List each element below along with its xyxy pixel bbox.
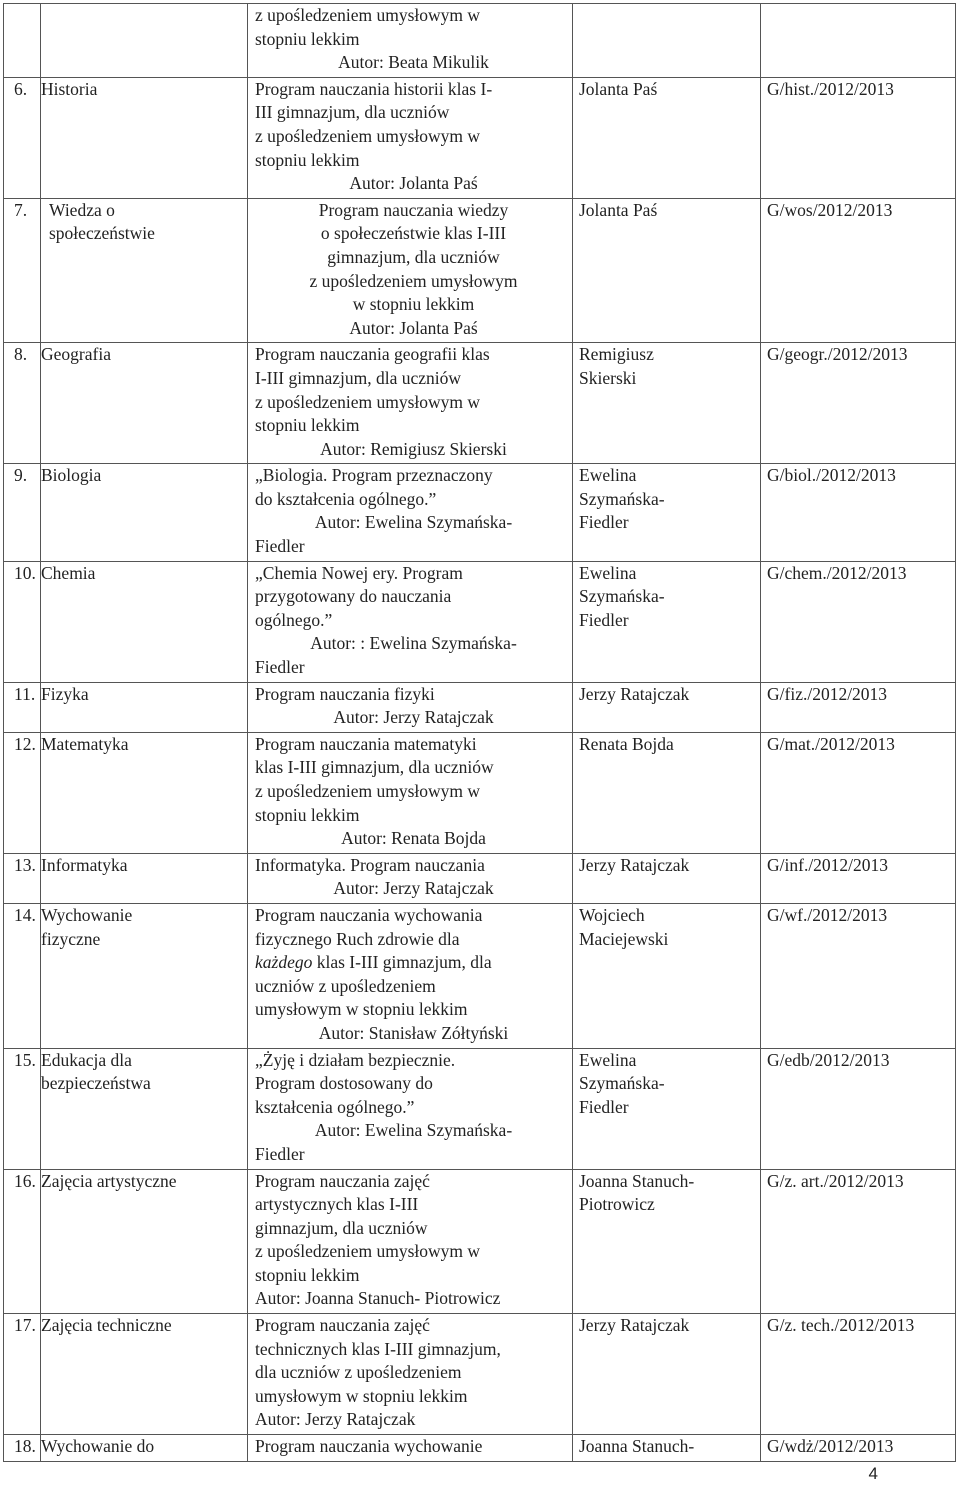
program-line: z upośledzeniem umysłowym bbox=[309, 270, 518, 291]
author-line: Fiedler bbox=[579, 512, 629, 533]
program-line: Program dostosowany do bbox=[255, 1073, 433, 1094]
program-cell bbox=[248, 464, 573, 561]
program-code: G/mat./2012/2013 bbox=[761, 732, 956, 853]
program-line: Fiedler bbox=[255, 1143, 305, 1164]
program-line: Autor: Jerzy Ratajczak bbox=[255, 1409, 416, 1430]
author-line: Szymańska- bbox=[579, 1073, 665, 1094]
subject-cell bbox=[41, 1435, 248, 1462]
subject-cell bbox=[41, 853, 248, 903]
author-line: Jerzy Ratajczak bbox=[579, 854, 690, 875]
row-number: 13. bbox=[4, 853, 41, 903]
program-line: o społeczeństwie klas I-III bbox=[320, 223, 507, 244]
page-number: 4 bbox=[868, 1464, 878, 1483]
program-line: Program nauczania fizyki bbox=[255, 683, 435, 704]
program-code: G/biol./2012/2013 bbox=[761, 464, 956, 561]
program-line: Autor: Stanisław Zółtyński bbox=[318, 1022, 509, 1043]
program-line: Autor: Beata Mikulik bbox=[338, 52, 489, 73]
program-line: z upośledzeniem umysłowym w bbox=[255, 781, 481, 801]
program-code: G/chem./2012/2013 bbox=[761, 561, 956, 682]
program-line: gimnazjum, dla uczniów bbox=[327, 246, 500, 267]
author-line: Fiedler bbox=[579, 1096, 629, 1117]
program-code: G/hist./2012/2013 bbox=[761, 77, 956, 198]
program-line: I-III gimnazjum, dla uczniów bbox=[255, 367, 462, 388]
row-number: 9. bbox=[4, 464, 41, 561]
author-line: Maciejewski bbox=[579, 928, 669, 949]
author-cell bbox=[573, 903, 761, 1048]
program-line: Fiedler bbox=[255, 657, 305, 678]
program-line: do kształcenia ogólnego.” bbox=[255, 488, 437, 509]
program-line: fizycznego Ruch zdrowie dla bbox=[255, 928, 460, 949]
program-cell bbox=[248, 77, 573, 198]
subject-cell bbox=[41, 1314, 248, 1435]
program-line: przygotowany do nauczania bbox=[255, 586, 452, 607]
program-line: klas I-III gimnazjum, dla uczniów bbox=[255, 757, 494, 778]
program-line: Program nauczania wychowanie bbox=[255, 1436, 483, 1457]
program-cell bbox=[248, 1169, 573, 1314]
program-line: ogólnego.” bbox=[255, 609, 333, 630]
subject-line: Zajęcia artystyczne bbox=[41, 1170, 177, 1191]
subject-cell bbox=[41, 198, 248, 343]
row-number bbox=[4, 4, 41, 78]
program-line: Autor: Jerzy Ratajczak bbox=[333, 878, 494, 899]
program-line: Autor: Jolanta Paś bbox=[349, 173, 478, 194]
program-line: umysłowym w stopniu lekkim bbox=[255, 1385, 468, 1406]
author-cell bbox=[573, 1169, 761, 1314]
program-line bbox=[255, 951, 572, 975]
subject-cell bbox=[41, 682, 248, 732]
subject-cell bbox=[41, 903, 248, 1048]
program-line: w stopniu lekkim bbox=[352, 294, 475, 315]
author-line: Fiedler bbox=[579, 609, 629, 630]
program-line: stopniu lekkim bbox=[255, 1264, 360, 1285]
author-line: Jolanta Paś bbox=[579, 199, 658, 220]
program-line: z upośledzeniem umysłowym w bbox=[255, 1241, 481, 1262]
author-cell bbox=[573, 4, 761, 78]
author-line: Skierski bbox=[579, 367, 637, 388]
program-line: „Chemia Nowej ery. Program bbox=[255, 562, 463, 583]
author-line: Szymańska- bbox=[579, 488, 665, 509]
table-row bbox=[4, 903, 956, 1048]
program-cell bbox=[248, 682, 573, 732]
subject-line: Edukacja dla bbox=[41, 1049, 132, 1070]
program-cell bbox=[248, 561, 573, 682]
row-number: 10. bbox=[4, 561, 41, 682]
row-number: 12. bbox=[4, 732, 41, 853]
program-line: Fiedler bbox=[255, 536, 305, 557]
subject-line: Matematyka bbox=[41, 733, 129, 754]
author-line: Wojciech bbox=[579, 904, 645, 925]
author-line: Ewelina bbox=[579, 1049, 637, 1070]
author-line: Remigiusz bbox=[579, 344, 654, 365]
author-line: Ewelina bbox=[579, 465, 637, 486]
program-line: Autor: Ewelina Szymańska- bbox=[314, 1120, 513, 1141]
program-line: Program nauczania geografii klas bbox=[255, 344, 490, 365]
author-line: Jerzy Ratajczak bbox=[579, 683, 690, 704]
table-row bbox=[4, 853, 956, 903]
author-cell bbox=[573, 343, 761, 464]
program-cell bbox=[248, 198, 573, 343]
program-cell bbox=[248, 343, 573, 464]
author-cell bbox=[573, 464, 761, 561]
subject-line: Geografia bbox=[41, 344, 111, 365]
program-code: G/wos/2012/2013 bbox=[761, 198, 956, 343]
program-line: stopniu lekkim bbox=[255, 415, 360, 436]
table-row bbox=[4, 1435, 956, 1462]
author-line: Joanna Stanuch- bbox=[579, 1170, 695, 1191]
row-number: 16. bbox=[4, 1169, 41, 1314]
program-code: G/edb/2012/2013 bbox=[761, 1048, 956, 1169]
program-line: umysłowym w stopniu lekkim bbox=[255, 999, 468, 1020]
row-number: 8. bbox=[4, 343, 41, 464]
author-cell bbox=[573, 1048, 761, 1169]
program-line: z upośledzeniem umysłowym w bbox=[255, 391, 481, 412]
subject-line: Chemia bbox=[41, 562, 96, 583]
row-number: 14. bbox=[4, 903, 41, 1048]
program-code: G/wdż/2012/2013 bbox=[761, 1435, 956, 1462]
program-code: G/fiz./2012/2013 bbox=[761, 682, 956, 732]
author-cell bbox=[573, 1435, 761, 1462]
subject-cell bbox=[41, 732, 248, 853]
program-line: Autor: Renata Bojda bbox=[341, 828, 486, 849]
program-line: Program nauczania zajęć bbox=[255, 1315, 430, 1336]
program-line: Autor: Jerzy Ratajczak bbox=[333, 707, 494, 728]
program-cell bbox=[248, 1048, 573, 1169]
table-row bbox=[4, 1169, 956, 1314]
author-line: Renata Bojda bbox=[579, 733, 674, 754]
program-cell bbox=[248, 4, 573, 78]
row-number: 18. bbox=[4, 1435, 41, 1462]
table-row bbox=[4, 561, 956, 682]
subject-cell bbox=[41, 77, 248, 198]
subject-line: bezpieczeństwa bbox=[41, 1073, 151, 1094]
program-cell bbox=[248, 903, 573, 1048]
subject-cell bbox=[41, 464, 248, 561]
subject-line: Wychowanie bbox=[41, 904, 133, 925]
program-cell bbox=[248, 1314, 573, 1435]
row-number: 7. bbox=[4, 198, 41, 343]
subject-line: Informatyka bbox=[41, 854, 128, 875]
author-line: Joanna Stanuch- bbox=[579, 1436, 695, 1457]
program-line: Autor: Joanna Stanuch- Piotrowicz bbox=[255, 1288, 501, 1309]
author-cell bbox=[573, 732, 761, 853]
program-line: Program nauczania historii klas I- bbox=[255, 78, 493, 99]
subject-line: Biologia bbox=[41, 465, 102, 486]
row-number: 15. bbox=[4, 1048, 41, 1169]
program-line: Autor: Remigiusz Skierski bbox=[320, 438, 507, 459]
program-line: III gimnazjum, dla uczniów bbox=[255, 102, 450, 123]
table-row bbox=[4, 77, 956, 198]
program-line: „Biologia. Program przeznaczony bbox=[255, 465, 493, 486]
subject-line: społeczeństwie bbox=[49, 223, 155, 244]
row-number: 11. bbox=[4, 682, 41, 732]
program-line: dla uczniów z upośledzeniem bbox=[255, 1362, 462, 1383]
program-line: Autor: : Ewelina Szymańska- bbox=[310, 633, 517, 654]
program-line: Informatyka. Program nauczania bbox=[255, 854, 485, 875]
author-cell bbox=[573, 77, 761, 198]
table-row bbox=[4, 4, 956, 78]
program-line: „Żyję i działam bezpiecznie. bbox=[255, 1049, 456, 1070]
program-line: uczniów z upośledzeniem bbox=[255, 975, 436, 996]
curriculum-table bbox=[3, 3, 956, 1462]
author-cell bbox=[573, 561, 761, 682]
program-line: Autor: Ewelina Szymańska- bbox=[314, 512, 513, 533]
author-line: Jerzy Ratajczak bbox=[579, 1315, 690, 1336]
program-code: G/inf./2012/2013 bbox=[761, 853, 956, 903]
program-code: G/z. art./2012/2013 bbox=[761, 1169, 956, 1314]
subject-cell bbox=[41, 4, 248, 78]
author-cell bbox=[573, 853, 761, 903]
subject-cell bbox=[41, 561, 248, 682]
program-cell bbox=[248, 853, 573, 903]
table-row bbox=[4, 1048, 956, 1169]
subject-cell bbox=[41, 343, 248, 464]
program-line: Program nauczania zajęć bbox=[255, 1170, 430, 1191]
subject-line: fizyczne bbox=[41, 928, 101, 949]
curriculum-table-body bbox=[4, 4, 956, 1462]
table-row bbox=[4, 464, 956, 561]
program-line-italic: każdego bbox=[255, 952, 313, 973]
table-row bbox=[4, 732, 956, 853]
program-line: technicznych klas I-III gimnazjum, bbox=[255, 1338, 501, 1359]
author-cell bbox=[573, 1314, 761, 1435]
subject-line: Wiedza o bbox=[49, 199, 115, 220]
author-line: Ewelina bbox=[579, 562, 637, 583]
subject-cell bbox=[41, 1169, 248, 1314]
program-code: G/wf./2012/2013 bbox=[761, 903, 956, 1048]
program-code bbox=[761, 4, 956, 78]
program-line: Program nauczania wychowania bbox=[255, 904, 483, 925]
subject-line: Zajęcia techniczne bbox=[41, 1315, 172, 1336]
subject-line: Fizyka bbox=[41, 683, 89, 704]
table-row bbox=[4, 682, 956, 732]
subject-line: Wychowanie do bbox=[41, 1436, 155, 1457]
program-line: Program nauczania matematyki bbox=[255, 733, 477, 754]
program-line: z upośledzeniem umysłowym w bbox=[255, 5, 481, 25]
program-line: stopniu lekkim bbox=[255, 149, 360, 170]
row-number: 17. bbox=[4, 1314, 41, 1435]
author-cell bbox=[573, 682, 761, 732]
program-line-rest: klas I-III gimnazjum, dla bbox=[312, 952, 492, 973]
program-code: G/z. tech./2012/2013 bbox=[761, 1314, 956, 1435]
subject-cell bbox=[41, 1048, 248, 1169]
program-line: Program nauczania wiedzy bbox=[318, 199, 509, 220]
program-line: stopniu lekkim bbox=[255, 804, 360, 825]
row-number: 6. bbox=[4, 77, 41, 198]
table-row bbox=[4, 198, 956, 343]
subject-line: Historia bbox=[41, 78, 98, 99]
table-row bbox=[4, 343, 956, 464]
program-line: Autor: Jolanta Paś bbox=[349, 317, 478, 338]
program-line: artystycznych klas I-III bbox=[255, 1194, 419, 1215]
author-cell bbox=[573, 198, 761, 343]
author-line: Jolanta Paś bbox=[579, 78, 658, 99]
author-line: Szymańska- bbox=[579, 586, 665, 607]
program-line: gimnazjum, dla uczniów bbox=[255, 1217, 428, 1238]
program-code: G/geogr./2012/2013 bbox=[761, 343, 956, 464]
program-cell bbox=[248, 732, 573, 853]
program-line: kształcenia ogólnego.” bbox=[255, 1096, 415, 1117]
author-line: Piotrowicz bbox=[579, 1194, 655, 1215]
table-row bbox=[4, 1314, 956, 1435]
program-cell bbox=[248, 1435, 573, 1462]
program-line: z upośledzeniem umysłowym w bbox=[255, 125, 481, 146]
program-line: stopniu lekkim bbox=[255, 28, 360, 49]
